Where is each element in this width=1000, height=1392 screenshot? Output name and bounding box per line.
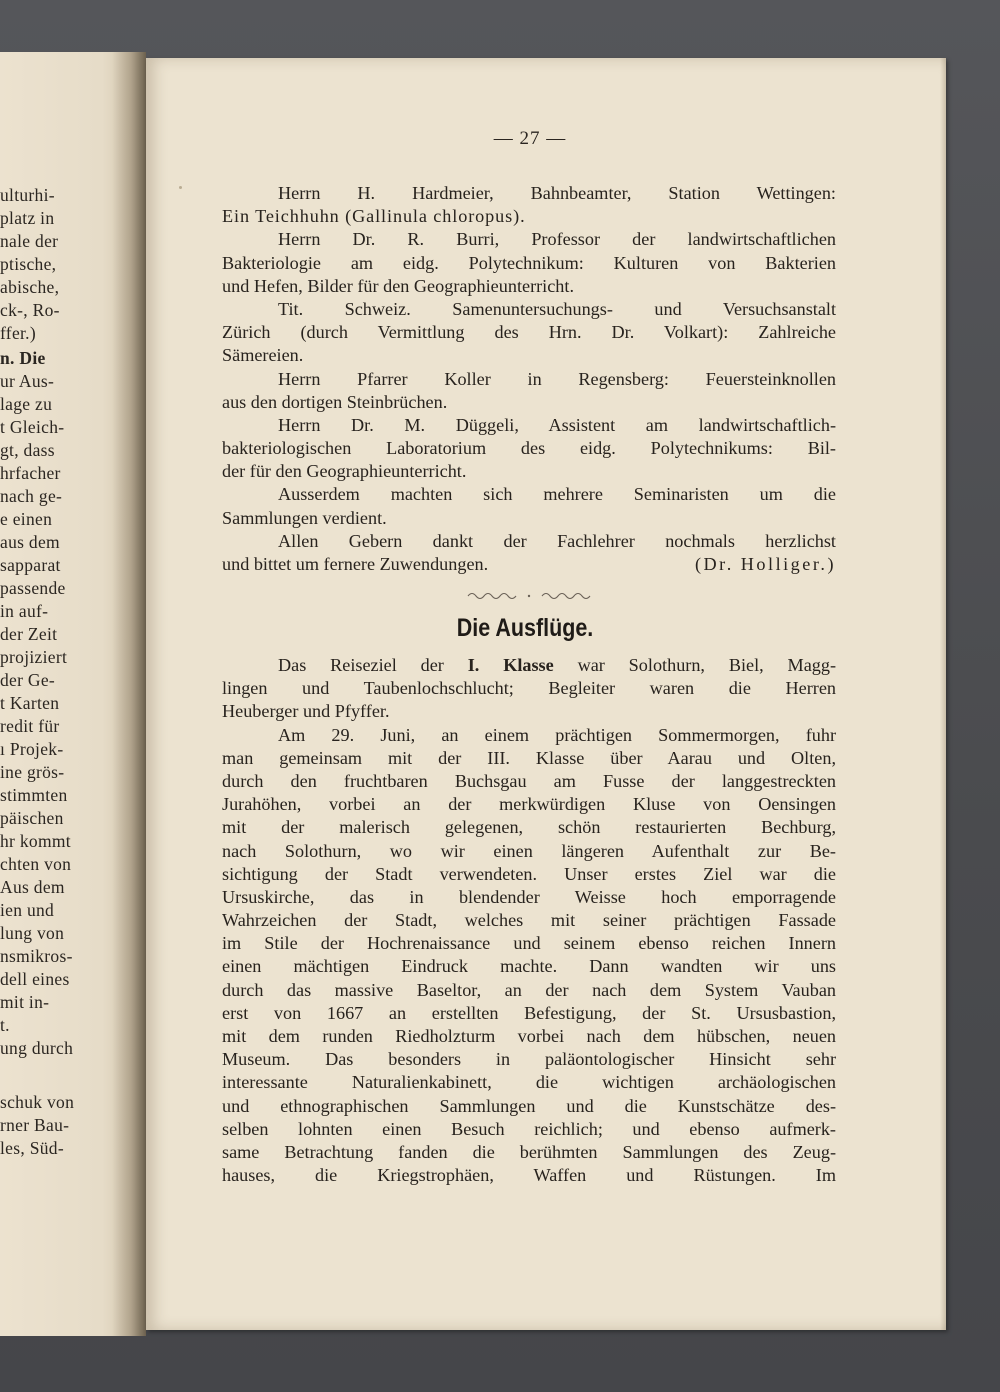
left-line: platz in: [0, 208, 55, 228]
left-line: ien und: [0, 900, 55, 920]
text-line: interessante Naturalienkabinett, die wichtigen archäologischen: [222, 1072, 836, 1093]
text-line: durch das massive Baseltor, an der nach dem System Vauban: [222, 979, 836, 1000]
text-line: einen mächtigen Eindruck machte. Dann wandten wir uns: [222, 956, 836, 977]
donations-section: [222, 182, 836, 576]
text-line: [222, 553, 836, 576]
left-line: n. Die: [0, 348, 46, 368]
text-line: [222, 654, 836, 677]
left-line: ur Aus-: [0, 371, 55, 391]
page-number-text: — 27 —: [493, 128, 567, 149]
text-line: der für den Geographieunterricht.: [222, 461, 467, 482]
left-line: rner Bau-: [0, 1115, 70, 1135]
text-line: Zürich (durch Vermittlung des Hrn. Dr. Volkart): Zahlreiche: [222, 322, 836, 343]
left-line: in auf-: [0, 601, 49, 621]
text-line: sichtigung der Stadt verwendeten. Unser erstes Ziel war die: [222, 863, 836, 884]
text-line: Ausserdem machten sich mehrere Seminaristen um die: [278, 484, 836, 505]
left-line: sapparat: [0, 555, 61, 575]
text-line: lingen und Taubenlochschlucht; Begleiter waren die Herren: [222, 678, 836, 699]
text-line: nach Solothurn, wo wir einen längeren Aufenthalt zur Be-: [222, 840, 836, 861]
text-line: Wahrzeichen der Stadt, welches mit seiner prächtigen Fassade: [222, 910, 836, 931]
text-line: erst von 1667 an erstellten Befestigung, der St. Ursusbastion,: [222, 1002, 836, 1023]
signature: (Dr. Holliger.): [694, 554, 836, 574]
left-line: redit für: [0, 716, 60, 736]
left-line: t Gleich-: [0, 417, 65, 437]
section-heading: Die Ausflüge.: [456, 614, 594, 642]
class-label: I. Klasse: [467, 655, 554, 675]
text-line: aus den dortigen Steinbrüchen.: [222, 391, 448, 412]
left-line: t.: [0, 1015, 10, 1035]
left-line: ulturhi-: [0, 185, 55, 205]
text-line: selben lohnten einen Besuch reichlich; und ebenso aufmerk-: [222, 1118, 836, 1139]
text-line: Sämereien.: [222, 345, 304, 366]
excursion-section: [222, 654, 836, 1187]
text-line: same Betrachtung fanden die berühmten Sammlungen des Zeug-: [222, 1141, 836, 1162]
left-line: hrfacher: [0, 463, 61, 483]
left-line: päischen: [0, 808, 64, 828]
left-line: gt, dass: [0, 440, 55, 460]
left-line: mit in-: [0, 992, 50, 1012]
left-line: chten von: [0, 854, 72, 874]
left-line: ı Projek-: [0, 739, 64, 759]
text-line: hauses, die Kriegstrophäen, Waffen und Rüstungen. Im: [222, 1165, 836, 1186]
text-line: Herrn H. Hardmeier, Bahnbeamter, Station Wettingen:: [278, 183, 836, 203]
left-line: abische,: [0, 277, 60, 297]
left-line: nsmikros-: [0, 946, 73, 966]
text-line: im Stile der Hochrenaissance und seinem ebenso reichen Innern: [222, 933, 836, 954]
left-line: nale der: [0, 231, 59, 251]
left-line: lung von: [0, 923, 65, 943]
left-line: stimmten: [0, 785, 68, 805]
left-line: hr kommt: [0, 831, 71, 851]
text-line: und ethnographischen Sammlungen und die Kunstschätze des-: [222, 1095, 836, 1116]
left-line: projiziert: [0, 647, 68, 667]
text-line: Museum. Das besonders in paläontologischer Hinsicht sehr: [222, 1049, 836, 1070]
left-line: der Ge-: [0, 670, 56, 690]
text-line: Allen Gebern dankt der Fachlehrer nochmals herzlichst: [278, 530, 836, 551]
text-line: Heuberger und Pfyffer.: [222, 701, 390, 722]
left-line: e einen: [0, 509, 53, 529]
text-line: Ursuskirche, das in blendender Weisse hoch emporragende: [222, 886, 836, 907]
left-line: ptische,: [0, 254, 57, 274]
text-line: mit der malerisch gelegenen, schön restaurierten Bechburg,: [222, 817, 836, 838]
book-gutter: [112, 52, 146, 1336]
text-line: Herrn Dr. M. Düggeli, Assistent am landwirtschaftlich-: [278, 414, 836, 435]
text-line-content: und bittet um fernere Zuwendungen.: [222, 554, 489, 574]
left-line: aus dem: [0, 532, 60, 552]
paper-speck: [179, 186, 182, 189]
section-ornament: [466, 588, 592, 602]
left-line: dell eines: [0, 969, 70, 989]
left-line: nach ge-: [0, 486, 63, 506]
text-line: bakteriologischen Laboratorium des eidg. Polytechnikums: Bil-: [222, 438, 836, 459]
text-line: Ein Teichhuhn (Gallinula chloropus).: [222, 206, 526, 227]
left-line: Aus dem: [0, 877, 65, 897]
page-number: [0, 128, 1000, 150]
left-line: ck-, Ro-: [0, 300, 60, 320]
left-line: les, Süd-: [0, 1138, 64, 1158]
left-line: ine grös-: [0, 762, 65, 782]
text-line: Am 29. Juni, an einem prächtigen Sommermorgen, fuhr: [278, 724, 836, 745]
text-line-content: Das Reiseziel der: [278, 655, 444, 675]
left-line: lage zu: [0, 394, 53, 414]
left-line: der Zeit: [0, 624, 58, 644]
text-line-content: war Solothurn, Biel, Magg-: [577, 655, 837, 675]
text-line: Tit. Schweiz. Samenuntersuchungs- und Versuchsanstalt: [278, 298, 836, 319]
left-line: passende: [0, 578, 66, 598]
text-line: und Hefen, Bilder für den Geographieunterricht.: [222, 275, 575, 296]
text-line: Sammlungen verdient.: [222, 507, 387, 528]
left-line: ung durch: [0, 1038, 74, 1058]
text-line: man gemeinsam mit der III. Klasse über Aarau und Olten,: [222, 747, 836, 768]
text-line: Herrn Pfarrer Koller in Regensberg: Feuersteinknollen: [278, 368, 836, 389]
left-line: t Karten: [0, 693, 60, 713]
text-line: Bakteriologie am eidg. Polytechnikum: Kulturen von Bakterien: [222, 252, 836, 273]
text-line: durch den fruchtbaren Buchsgau am Fusse der langgestreckten: [222, 770, 836, 791]
left-line: schuk von: [0, 1092, 75, 1112]
text-line: Jurahöhen, vorbei an der merkwürdigen Kluse von Oensingen: [222, 794, 836, 815]
text-line: mit dem runden Riedholzturm vorbei nach dem hübschen, neuen: [222, 1026, 836, 1046]
left-line: ffer.): [0, 323, 36, 343]
text-line: Herrn Dr. R. Burri, Professor der landwirtschaftlichen: [278, 229, 836, 250]
